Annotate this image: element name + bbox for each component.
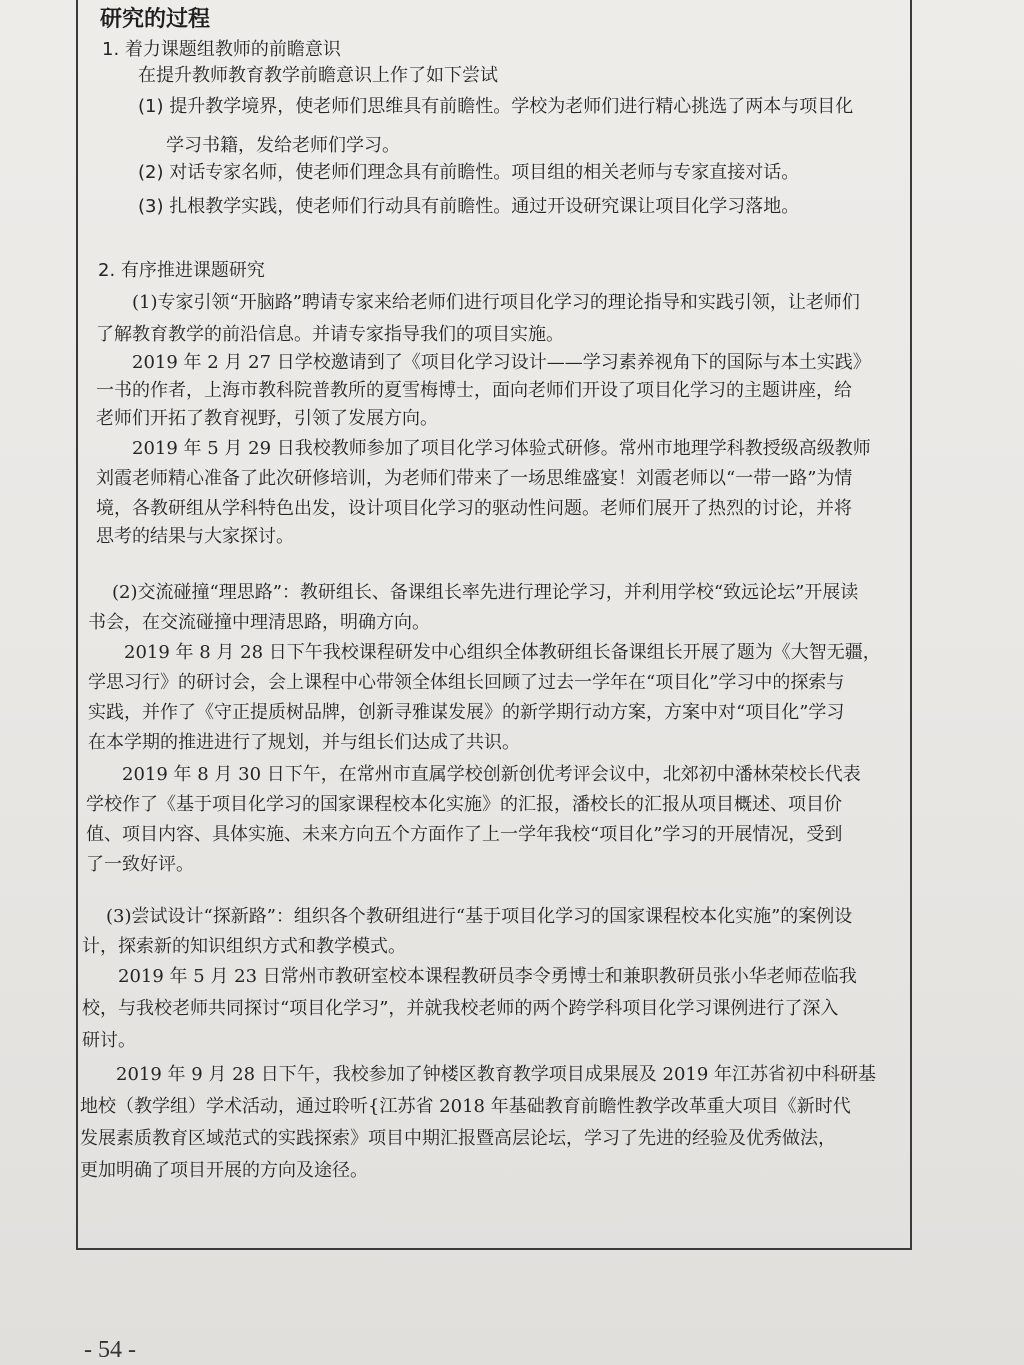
para9-line-1: 2019 年 9 月 28 日下午，我校参加了钟楼区教育教学项目成果展及 2019 年江苏省初中科研基 xyxy=(116,1064,877,1085)
para2-line-3: 老师们开拓了教育视野，引领了发展方向。 xyxy=(96,408,438,429)
para9-line-3: 发展素质教育区域范式的实践探索》项目中期汇报暨高层论坛，学习了先进的经验及优秀做法， xyxy=(80,1128,836,1149)
para6-line-2: 学校作了《基于项目化学习的国家课程校本化实施》的汇报，潘校长的汇报从项目概述、项目价 xyxy=(86,794,842,815)
para5-line-3: 实践，并作了《守正提质树品牌，创新寻雅谋发展》的新学期行动方案，方案中对“项目化”学习 xyxy=(88,702,845,723)
para1-line-1: (1)专家引领“开脑路”聘请专家来给老师们进行项目化学习的理论指导和实践引领，让老师们 xyxy=(132,292,860,313)
part1-heading: 1. 着力课题组教师的前瞻意识 xyxy=(102,39,341,60)
para4-line-1: (2)交流碰撞“理思路”：教研组长、备课组长率先进行理论学习，并利用学校“致远论坛”开展读 xyxy=(112,582,859,603)
part1-item-1-line-2: 学习书籍，发给老师们学习。 xyxy=(166,135,400,156)
para8-line-2: 校，与我校老师共同探讨“项目化学习”，并就我校老师的两个跨学科项目化学习课例进行了深入 xyxy=(82,998,839,1019)
para5-line-4: 在本学期的推进进行了规划，并与组长们达成了共识。 xyxy=(88,732,520,753)
part1-intro: 在提升教师教育教学前瞻意识上作了如下尝试 xyxy=(138,65,498,86)
para7-line-1: (3)尝试设计“探新路”：组织各个教研组进行“基于项目化学习的国家课程校本化实施”的案例设 xyxy=(106,906,853,927)
para6-line-1: 2019 年 8 月 30 日下午，在常州市直属学校创新创优考评会议中，北郊初中潘林荣校长代表 xyxy=(122,764,861,785)
para9-line-2: 地校（教学组）学术活动，通过聆听{江苏省 2018 年基础教育前瞻性教学改革重大项目《新时代 xyxy=(80,1096,851,1117)
para2-line-1: 2019 年 2 月 27 日学校邀请到了《项目化学习设计——学习素养视角下的国际与本土实践》 xyxy=(132,352,871,373)
para1-line-2: 了解教育教学的前沿信息。并请专家指导我们的项目实施。 xyxy=(96,324,564,345)
para4-line-2: 书会，在交流碰撞中理清思路，明确方向。 xyxy=(88,612,430,633)
para8-line-3: 研讨。 xyxy=(82,1030,136,1051)
section-title: 研究的过程 xyxy=(100,7,211,32)
para6-line-4: 了一致好评。 xyxy=(86,854,194,875)
para5-line-2: 学思习行》的研讨会，会上课程中心带领全体组长回顾了过去一学年在“项目化”学习中的探索与 xyxy=(88,672,845,693)
page-number: - 54 - xyxy=(84,1337,136,1363)
para8-line-1: 2019 年 5 月 23 日常州市教研室校本课程教研员李令勇博士和兼职教研员张小华老师莅临我 xyxy=(118,966,857,987)
part1-item-3: (3) 扎根教学实践，使老师们行动具有前瞻性。通过开设研究课让项目化学习落地。 xyxy=(138,196,800,217)
part1-item-1-line-1: (1) 提升教学境界，使老师们思维具有前瞻性。学校为老师们进行精心挑选了两本与项目化 xyxy=(138,96,854,117)
para5-line-1: 2019 年 8 月 28 日下午我校课程研发中心组织全体教研组长备课组长开展了题为《大智无疆， xyxy=(124,642,881,663)
para3-line-4: 思考的结果与大家探讨。 xyxy=(96,526,294,547)
para6-line-3: 值、项目内容、具体实施、未来方向五个方面作了上一学年我校“项目化”学习的开展情况，受到 xyxy=(86,824,843,845)
para3-line-2: 刘霞老师精心准备了此次研修培训，为老师们带来了一场思维盛宴！刘霞老师以“一带一路”为情 xyxy=(96,468,853,489)
para7-line-2: 计，探索新的知识组织方式和教学模式。 xyxy=(82,936,406,957)
para3-line-3: 境，各教研组从学科特色出发，设计项目化学习的驱动性问题。老师们展开了热烈的讨论，并将 xyxy=(96,498,852,519)
para2-line-2: 一书的作者，上海市教科院普教所的夏雪梅博士，面向老师们开设了项目化学习的主题讲座，给 xyxy=(96,380,852,401)
para3-line-1: 2019 年 5 月 29 日我校教师参加了项目化学习体验式研修。常州市地理学科教授级高级教师 xyxy=(132,438,871,459)
para9-line-4: 更加明确了项目开展的方向及途径。 xyxy=(80,1160,368,1181)
part2-heading: 2. 有序推进课题研究 xyxy=(98,260,265,281)
part1-item-2: (2) 对话专家名师，使老师们理念具有前瞻性。项目组的相关老师与专家直接对话。 xyxy=(138,162,800,183)
